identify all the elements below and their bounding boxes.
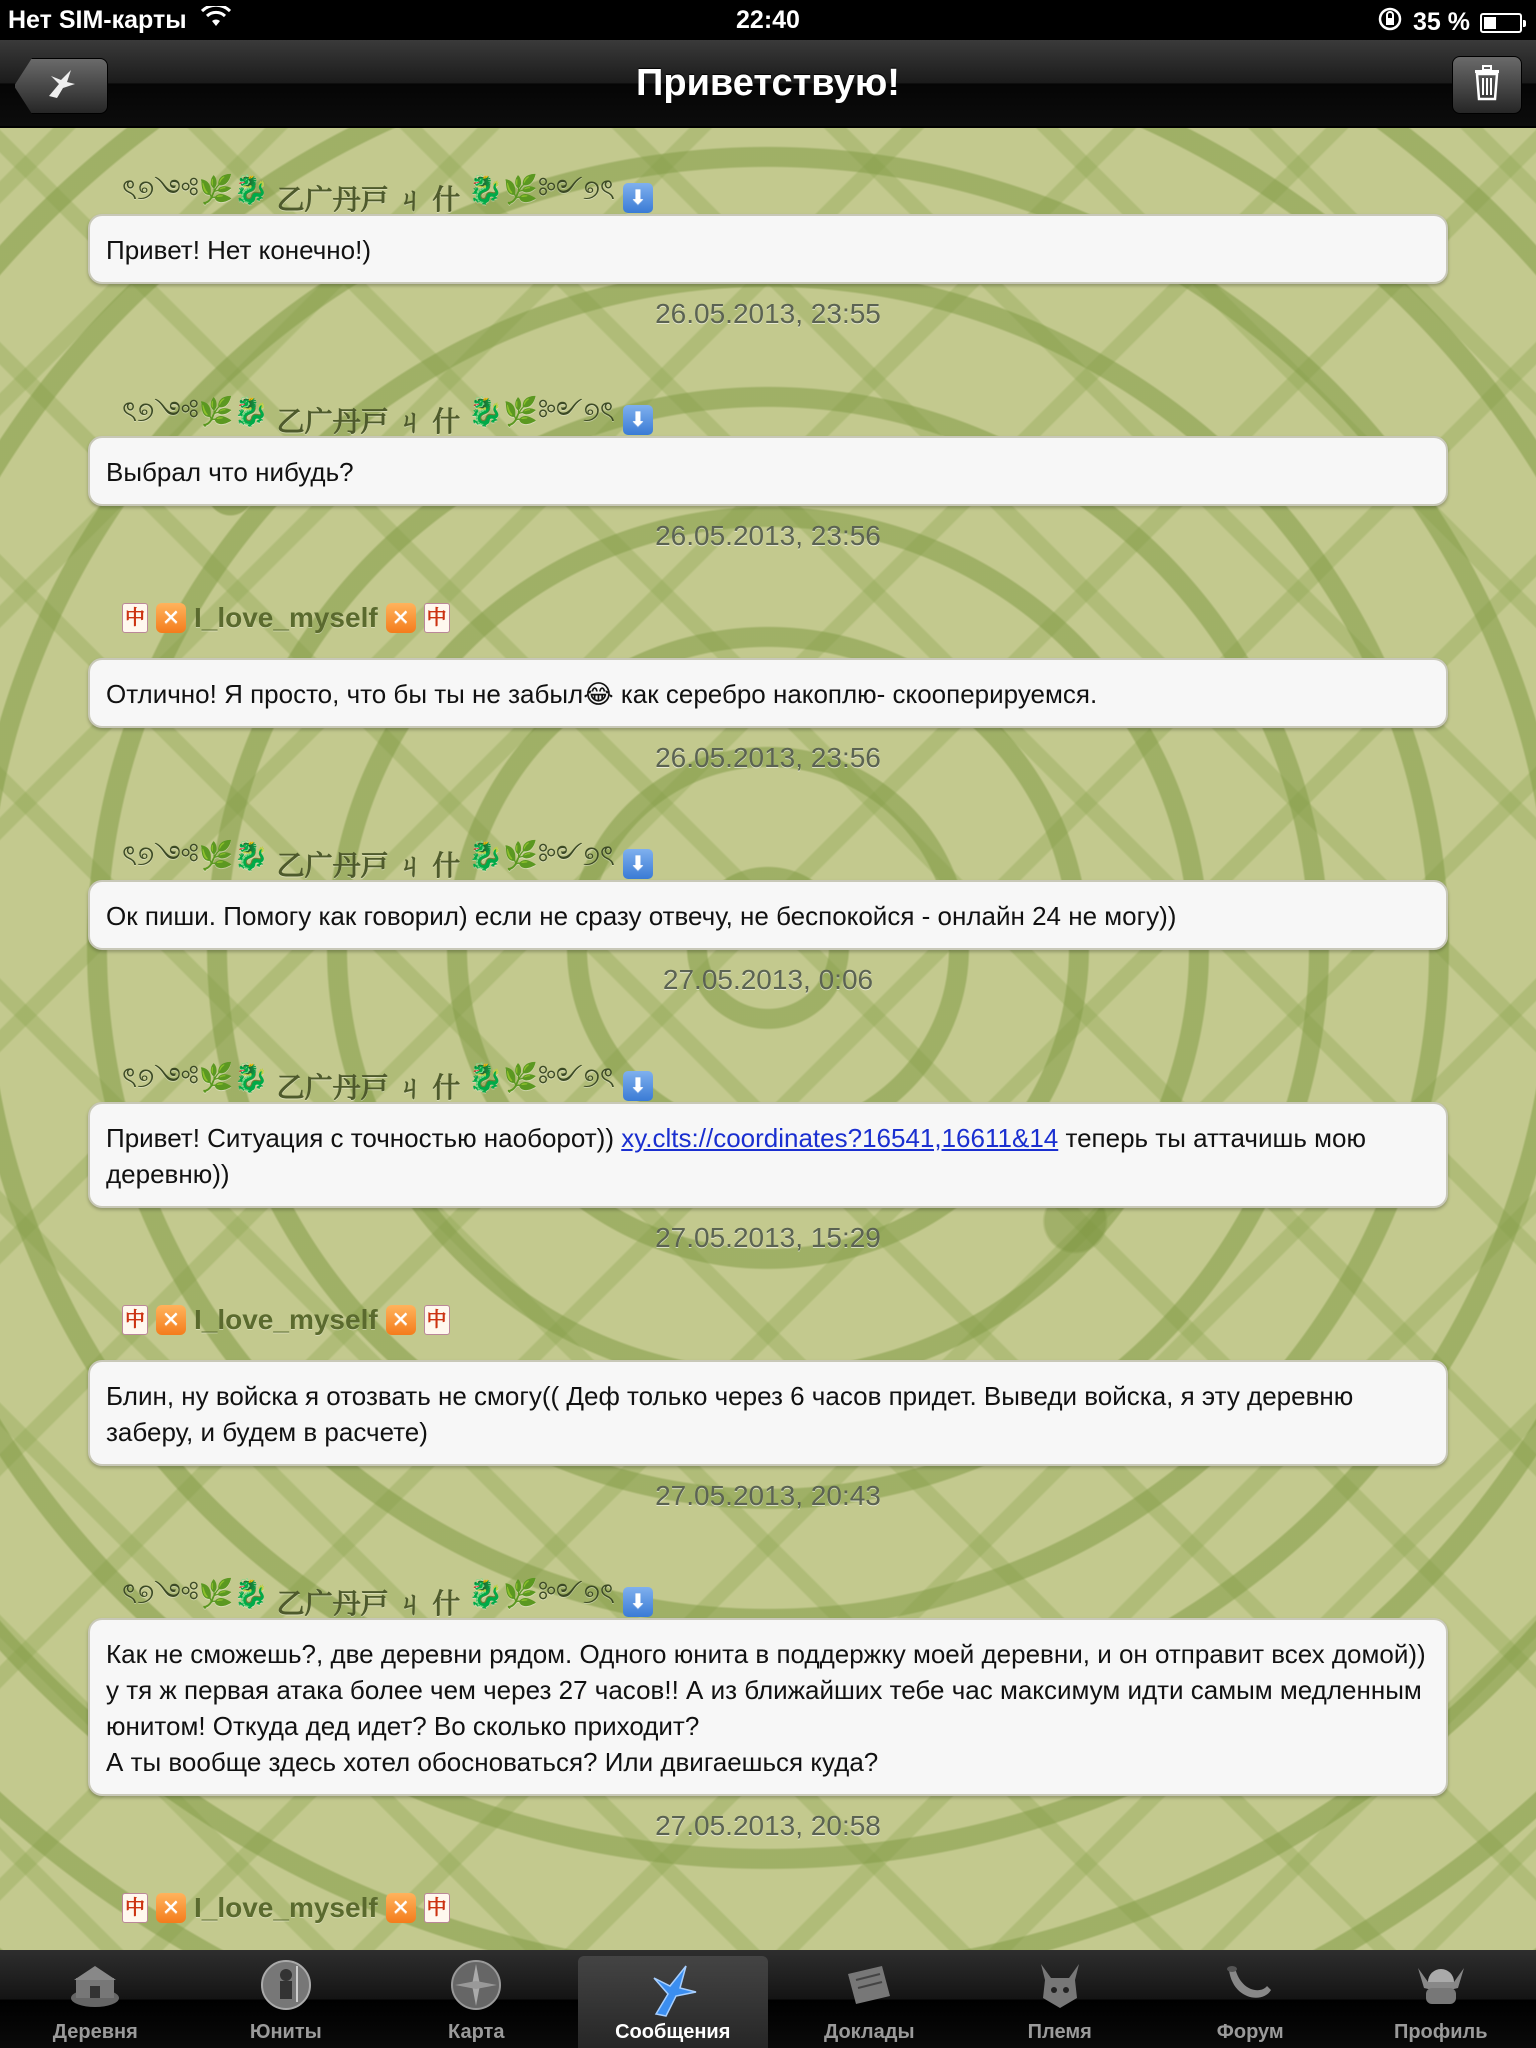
tab-tribe[interactable] [965,1950,1156,2048]
sender-name: I_love_myself [194,602,378,633]
mahjong-tile-icon: 中 [424,603,450,633]
village-icon [68,1958,122,2012]
orange-x-icon: ✕ [386,603,416,633]
message-timestamp: 26.05.2013, 23:56 [655,742,881,773]
down-arrow-icon: ⬇ [623,849,653,879]
mahjong-tile-icon: 中 [424,1305,450,1335]
battery-icon [1480,13,1522,33]
sender-name: 乙广丹戸 ㄐ 什 [276,1587,461,1619]
message-bubble [88,658,1448,728]
decorative-swirl-icon: ৎ୭༺🌿🐉 [122,840,269,871]
status-bar [0,0,1536,40]
navigation-bar [0,40,1536,128]
down-arrow-icon: ⬇ [623,1071,653,1101]
message-timestamp: 27.05.2013, 15:29 [655,1222,881,1253]
tab-profile[interactable] [1346,1950,1536,2048]
decorative-swirl-icon: ৎ୭༺🌿🐉 [122,1578,269,1609]
message-timestamp: 26.05.2013, 23:55 [655,298,881,329]
decorative-swirl-icon: 🐉🌿༻୭ৎ [468,840,615,871]
battery-label: 35 % [1413,8,1470,36]
orange-x-icon: ✕ [156,1305,186,1335]
message-text: А ты вообще здесь хотел обосноваться? Или двигаешься куда? [106,1747,879,1777]
sender-header [122,1304,450,1336]
tribe-helmet-icon [1033,1958,1087,2012]
mahjong-tile-icon: 中 [122,603,148,633]
tab-label: Карта [448,2021,505,2043]
coordinates-link[interactable]: xy.clts://coordinates?16541,16611&14 [621,1123,1059,1153]
tab-forum[interactable] [1155,1950,1346,2048]
tab-units[interactable] [191,1950,382,2048]
delete-button[interactable] [1452,56,1522,114]
sender-header [122,602,450,634]
message-text: Отлично! Я просто, что бы ты не забыл [106,679,584,709]
message-timestamp: 27.05.2013, 20:43 [655,1480,881,1511]
sender-name: I_love_myself [194,1892,378,1923]
message-text: Привет! Ситуация с точностью наоборот)) [106,1123,622,1153]
tab-label: Сообщения [615,2021,731,2043]
message-bubble [88,436,1448,506]
message-text: как серебро накоплю- скооперируемся. [613,679,1098,709]
messages-bird-icon [646,1964,700,2018]
laughing-emoji-icon: 😂 [583,679,614,709]
sender-name: I_love_myself [194,1304,378,1335]
mahjong-tile-icon: 中 [122,1893,148,1923]
orange-x-icon: ✕ [156,603,186,633]
tab-village[interactable] [0,1950,191,2048]
sender-name: 乙广丹戸 ㄐ 什 [276,1071,461,1103]
down-arrow-icon: ⬇ [623,1587,653,1617]
tab-reports[interactable] [774,1950,965,2048]
rotation-lock-icon [1377,6,1403,39]
decorative-swirl-icon: ৎ୭༺🌿🐉 [122,174,269,205]
units-icon [259,1958,313,2012]
tab-label: Племя [1027,2021,1092,2043]
orange-x-icon: ✕ [156,1893,186,1923]
reports-scroll-icon [842,1958,896,2012]
message-text: Привет! Нет конечно!) [106,235,371,265]
orange-x-icon: ✕ [386,1893,416,1923]
sender-header [122,1892,450,1924]
message-bubble [88,880,1448,950]
tab-label: Деревня [52,2021,138,2043]
sender-name: 乙广丹戸 ㄐ 什 [276,183,461,215]
status-time: 22:40 [736,6,800,34]
message-bubble [88,1360,1448,1466]
sender-name: 乙广丹戸 ㄐ 什 [276,849,461,881]
decorative-swirl-icon: 🐉🌿༻୭ৎ [468,1062,615,1093]
decorative-swirl-icon: ৎ୭༺🌿🐉 [122,1062,269,1093]
decorative-swirl-icon: ৎ୭༺🌿🐉 [122,396,269,427]
message-bubble [88,1102,1448,1208]
trash-icon [1472,65,1502,106]
message-bubble [88,214,1448,284]
decorative-swirl-icon: 🐉🌿༻୭ৎ [468,396,615,427]
message-text: Как не сможешь?, две деревни рядом. Одного юнита в поддержку моей деревни, и он отправит всех домой)) у тя ж первая атака более чем через 27 часов!! А из ближайших тебе час максимум идти самым медленным юнитом! Откуда дед идет? Во сколько приходит? [106,1639,1426,1741]
message-bubble [88,1618,1448,1796]
message-thread[interactable] [0,128,1536,1950]
profile-viking-icon [1414,1958,1468,2012]
orange-x-icon: ✕ [386,1305,416,1335]
tab-messages[interactable] [578,1956,769,2048]
message-text: теперь ты аттачишь мою деревню)) [106,1123,1366,1189]
carrier-label: Нет SIM-карты [8,6,187,34]
mahjong-tile-icon: 中 [424,1893,450,1923]
message-text: Ок пиши. Помогу как говорил) если не сразу отвечу, не беспокойся - онлайн 24 не могу)) [106,901,1177,931]
message-timestamp: 27.05.2013, 0:06 [662,964,874,995]
sender-name: 乙广丹戸 ㄐ 什 [276,405,461,437]
tab-label: Форум [1216,2021,1284,2043]
mahjong-tile-icon: 中 [122,1305,148,1335]
tab-label: Профиль [1393,2021,1488,2043]
message-text: Блин, ну войска я отозвать не смогу(( Деф только через 6 часов придет. Выведи войска, я эту деревню заберу, и будем в расчете) [106,1381,1354,1447]
down-arrow-icon: ⬇ [623,183,653,213]
tab-bar [0,1950,1536,2048]
tab-label: Доклады [823,2021,915,2043]
tab-label: Юниты [249,2021,322,2043]
forum-horn-icon [1223,1958,1277,2012]
tab-map[interactable] [381,1950,572,2048]
decorative-swirl-icon: 🐉🌿༻୭ৎ [468,174,615,205]
message-timestamp: 27.05.2013, 20:58 [655,1810,881,1841]
message-timestamp: 26.05.2013, 23:56 [655,520,881,551]
decorative-swirl-icon: 🐉🌿༻୭ৎ [468,1578,615,1609]
conversation-title: Приветствую! [636,62,900,104]
map-compass-icon [449,1958,503,2012]
message-text: Выбрал что нибудь? [106,457,354,487]
down-arrow-icon: ⬇ [623,405,653,435]
